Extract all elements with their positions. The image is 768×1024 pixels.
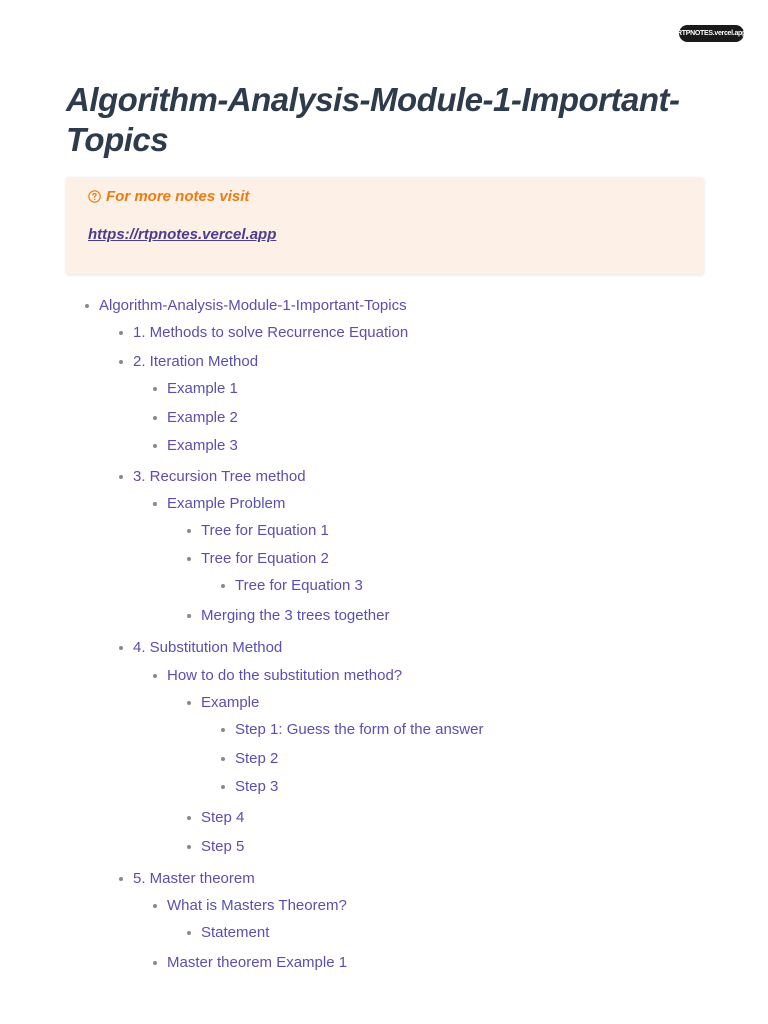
toc-item[interactable]: Merging the 3 trees together xyxy=(201,607,390,624)
toc-item[interactable]: Tree for Equation 3 xyxy=(235,577,363,594)
toc-item[interactable]: Algorithm-Analysis-Module-1-Important-Topics xyxy=(99,297,407,314)
toc-item[interactable]: Tree for Equation 2 xyxy=(201,550,329,567)
toc-item[interactable]: 2. Iteration Method xyxy=(133,353,259,370)
toc-item[interactable]: Tree for Equation 1 xyxy=(201,522,329,539)
toc-item[interactable]: Statement xyxy=(201,924,270,941)
toc-item[interactable]: Step 5 xyxy=(201,838,245,855)
toc-item[interactable]: Example 1 xyxy=(167,380,238,397)
toc-item[interactable]: Example 2 xyxy=(167,409,238,426)
toc-item[interactable]: Example 3 xyxy=(167,437,238,454)
toc-item[interactable]: Step 3 xyxy=(235,778,279,795)
question-circle-icon xyxy=(88,190,101,203)
callout-heading xyxy=(88,188,249,205)
callout-heading-text: For more notes visit xyxy=(106,188,250,205)
toc-item[interactable]: 5. Master theorem xyxy=(133,870,255,887)
toc-item[interactable]: Master theorem Example 1 xyxy=(167,954,348,971)
notes-site-link[interactable]: https://rtpnotes.vercel.app xyxy=(88,226,277,243)
callout-box xyxy=(66,177,704,274)
toc-item[interactable]: 4. Substitution Method xyxy=(133,639,283,656)
toc-item[interactable]: How to do the substitution method? xyxy=(167,667,403,684)
site-badge-label: RTPNOTES.vercel.app xyxy=(677,30,746,37)
toc-item[interactable]: Step 2 xyxy=(235,750,279,767)
toc-item[interactable]: Example xyxy=(201,694,260,711)
toc-item[interactable]: 3. Recursion Tree method xyxy=(133,468,306,485)
page-title: Algorithm-Analysis-Module-1-Important-Topics xyxy=(66,81,680,158)
toc-item[interactable]: Step 1: Guess the form of the answer xyxy=(235,721,484,738)
toc-item[interactable]: Step 4 xyxy=(201,809,245,826)
toc-item[interactable]: What is Masters Theorem? xyxy=(167,897,347,914)
toc-item[interactable]: Example Problem xyxy=(167,495,286,512)
site-badge[interactable] xyxy=(679,25,744,42)
toc-item[interactable]: 1. Methods to solve Recurrence Equation xyxy=(133,324,409,341)
